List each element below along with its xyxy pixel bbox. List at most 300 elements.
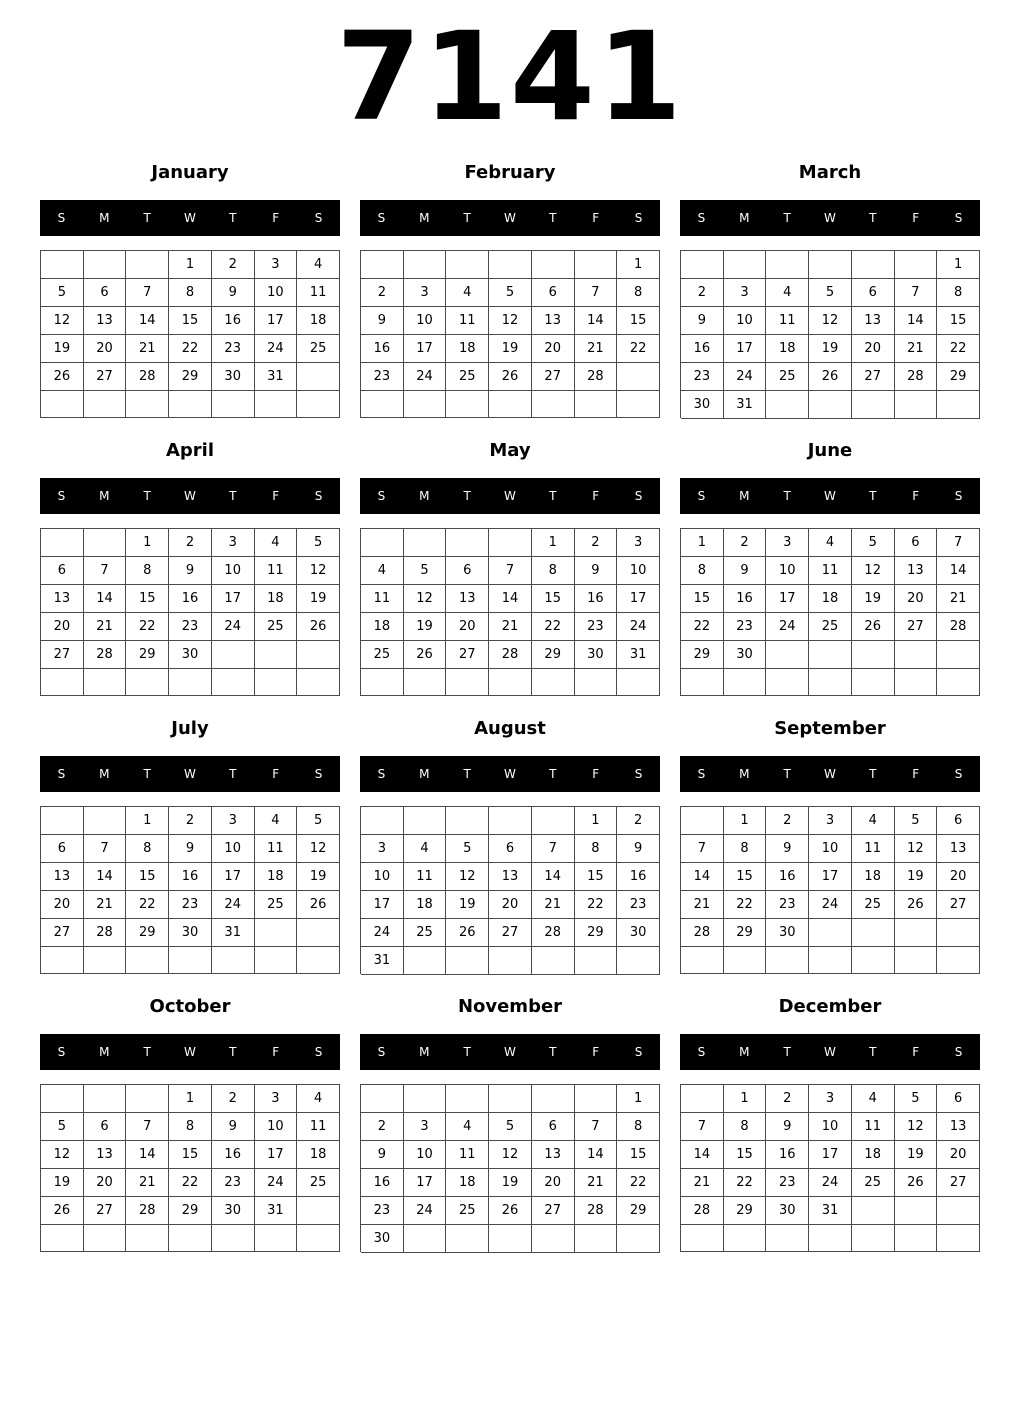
day-cell: 18	[766, 335, 809, 363]
day-cell: 16	[361, 1169, 404, 1197]
day-cell: 30	[212, 363, 255, 391]
day-cell: 21	[489, 613, 532, 641]
weekday-header: S	[697, 767, 706, 781]
day-cell: 1	[169, 1085, 212, 1113]
day-cell: 30	[766, 919, 809, 947]
day-cell: 27	[937, 891, 980, 919]
weekday-header-bar	[360, 478, 660, 514]
day-cell: 13	[446, 585, 489, 613]
day-cell: 9	[169, 835, 212, 863]
day-cell: 12	[297, 835, 340, 863]
day-cell: 29	[532, 641, 575, 669]
weekday-header: S	[697, 1045, 706, 1059]
weekday-header-bar	[680, 756, 980, 792]
day-cell: 20	[41, 613, 84, 641]
day-cell: 22	[532, 613, 575, 641]
day-cell: 4	[446, 279, 489, 307]
empty-cell	[361, 1085, 404, 1113]
empty-cell	[84, 1225, 127, 1252]
day-cell: 6	[84, 1113, 127, 1141]
empty-cell	[532, 669, 575, 696]
day-cell: 26	[895, 1169, 938, 1197]
weekday-header-bar	[40, 478, 340, 514]
day-cell: 27	[84, 1197, 127, 1225]
day-cell: 26	[489, 1197, 532, 1225]
day-cell: 22	[617, 1169, 660, 1197]
empty-cell	[41, 391, 84, 418]
day-cell: 2	[575, 529, 618, 557]
weekday-header: S	[314, 489, 323, 503]
day-cell: 6	[895, 529, 938, 557]
weekday-header: F	[592, 211, 600, 225]
day-cell: 7	[681, 835, 724, 863]
empty-cell	[489, 251, 532, 279]
weekday-header-bar	[360, 200, 660, 236]
empty-cell	[489, 807, 532, 835]
weekday-header: S	[634, 211, 643, 225]
day-cell: 14	[681, 1141, 724, 1169]
day-cell: 11	[297, 1113, 340, 1141]
day-cell: 24	[404, 363, 447, 391]
empty-cell	[937, 919, 980, 947]
day-cell: 17	[617, 585, 660, 613]
day-cell: 15	[532, 585, 575, 613]
empty-cell	[852, 919, 895, 947]
day-cell: 23	[361, 363, 404, 391]
weekday-header: M	[419, 489, 430, 503]
empty-cell	[126, 669, 169, 696]
day-cell: 11	[446, 307, 489, 335]
empty-cell	[532, 947, 575, 975]
day-cell: 12	[489, 1141, 532, 1169]
day-cell: 1	[532, 529, 575, 557]
empty-cell	[41, 807, 84, 835]
day-cell: 4	[809, 529, 852, 557]
weekday-header: T	[463, 211, 471, 225]
day-cell: 4	[297, 1085, 340, 1113]
day-cell: 24	[212, 613, 255, 641]
day-cell: 29	[126, 919, 169, 947]
empty-cell	[617, 947, 660, 975]
weekday-header: T	[869, 767, 877, 781]
day-cell: 19	[489, 335, 532, 363]
empty-cell	[809, 1225, 852, 1252]
weekday-header: F	[272, 211, 280, 225]
month-name: April	[165, 440, 215, 461]
day-cell: 20	[852, 335, 895, 363]
day-cell: 27	[852, 363, 895, 391]
day-grid	[360, 250, 660, 418]
weekday-header: T	[229, 211, 237, 225]
day-cell: 11	[766, 307, 809, 335]
empty-cell	[681, 251, 724, 279]
day-cell: 31	[617, 641, 660, 669]
empty-cell	[41, 1225, 84, 1252]
weekday-header: S	[954, 211, 963, 225]
day-cell: 12	[404, 585, 447, 613]
day-cell: 29	[724, 919, 767, 947]
day-cell: 17	[212, 863, 255, 891]
empty-cell	[297, 947, 340, 974]
day-cell: 17	[724, 335, 767, 363]
weekday-header: W	[184, 1045, 196, 1059]
weekday-header: W	[504, 211, 516, 225]
day-cell: 25	[255, 891, 298, 919]
weekday-header: T	[229, 489, 237, 503]
empty-cell	[575, 1085, 618, 1113]
day-cell: 9	[361, 1141, 404, 1169]
month-name: July	[171, 718, 209, 739]
empty-cell	[404, 529, 447, 557]
empty-cell	[404, 251, 447, 279]
weekday-header: F	[592, 489, 600, 503]
day-cell: 23	[212, 335, 255, 363]
day-cell: 19	[895, 863, 938, 891]
day-cell: 5	[489, 279, 532, 307]
weekday-header-bar	[40, 756, 340, 792]
weekday-header: T	[143, 767, 151, 781]
day-cell: 1	[681, 529, 724, 557]
day-cell: 31	[361, 947, 404, 975]
day-cell: 23	[169, 613, 212, 641]
day-cell: 8	[126, 557, 169, 585]
day-cell: 30	[617, 919, 660, 947]
day-cell: 17	[404, 335, 447, 363]
day-cell: 24	[212, 891, 255, 919]
day-cell: 13	[84, 307, 127, 335]
empty-cell	[41, 529, 84, 557]
day-cell: 21	[126, 1169, 169, 1197]
day-cell: 31	[255, 1197, 298, 1225]
day-cell: 26	[809, 363, 852, 391]
day-cell: 14	[489, 585, 532, 613]
day-cell: 8	[532, 557, 575, 585]
day-cell: 27	[532, 363, 575, 391]
empty-cell	[255, 641, 298, 669]
empty-cell	[681, 1225, 724, 1252]
day-cell: 25	[766, 363, 809, 391]
day-grid	[680, 528, 980, 696]
day-cell: 10	[809, 1113, 852, 1141]
day-cell: 7	[575, 279, 618, 307]
day-cell: 12	[489, 307, 532, 335]
day-cell: 4	[446, 1113, 489, 1141]
day-cell: 21	[681, 891, 724, 919]
day-cell: 29	[126, 641, 169, 669]
day-cell: 27	[489, 919, 532, 947]
day-cell: 30	[169, 641, 212, 669]
weekday-header: T	[143, 1045, 151, 1059]
day-cell: 14	[895, 307, 938, 335]
empty-cell	[404, 1085, 447, 1113]
day-cell: 18	[297, 1141, 340, 1169]
day-cell: 25	[404, 919, 447, 947]
day-cell: 24	[724, 363, 767, 391]
day-cell: 30	[724, 641, 767, 669]
empty-cell	[724, 1225, 767, 1252]
day-cell: 11	[446, 1141, 489, 1169]
day-cell: 15	[617, 1141, 660, 1169]
empty-cell	[404, 1225, 447, 1253]
day-cell: 7	[895, 279, 938, 307]
empty-cell	[404, 391, 447, 418]
day-cell: 13	[489, 863, 532, 891]
empty-cell	[297, 363, 340, 391]
day-cell: 17	[404, 1169, 447, 1197]
empty-cell	[852, 641, 895, 669]
weekday-header: M	[739, 1045, 750, 1059]
empty-cell	[255, 947, 298, 974]
day-cell: 18	[852, 863, 895, 891]
weekday-header: T	[783, 211, 791, 225]
empty-cell	[212, 947, 255, 974]
empty-cell	[532, 251, 575, 279]
empty-cell	[446, 1225, 489, 1253]
day-cell: 20	[446, 613, 489, 641]
day-cell: 20	[84, 1169, 127, 1197]
empty-cell	[446, 1085, 489, 1113]
weekday-header: S	[57, 767, 66, 781]
empty-cell	[84, 807, 127, 835]
weekday-header: F	[272, 489, 280, 503]
day-cell: 8	[724, 835, 767, 863]
day-cell: 18	[404, 891, 447, 919]
day-cell: 17	[809, 1141, 852, 1169]
empty-cell	[724, 251, 767, 279]
weekday-header: S	[314, 767, 323, 781]
day-cell: 16	[212, 1141, 255, 1169]
day-cell: 8	[169, 1113, 212, 1141]
day-cell: 28	[575, 1197, 618, 1225]
day-cell: 19	[404, 613, 447, 641]
day-cell: 2	[724, 529, 767, 557]
day-cell: 4	[361, 557, 404, 585]
day-cell: 5	[809, 279, 852, 307]
day-cell: 15	[937, 307, 980, 335]
day-cell: 19	[41, 1169, 84, 1197]
day-cell: 11	[852, 835, 895, 863]
empty-cell	[297, 669, 340, 696]
empty-cell	[212, 1225, 255, 1252]
empty-cell	[446, 947, 489, 975]
weekday-header-bar	[680, 200, 980, 236]
empty-cell	[489, 669, 532, 696]
day-cell: 17	[809, 863, 852, 891]
day-cell: 5	[41, 279, 84, 307]
day-cell: 3	[361, 835, 404, 863]
day-cell: 10	[255, 1113, 298, 1141]
weekday-header: T	[869, 1045, 877, 1059]
day-cell: 27	[446, 641, 489, 669]
empty-cell	[297, 1197, 340, 1225]
weekday-header: S	[697, 489, 706, 503]
weekday-header: T	[869, 211, 877, 225]
day-cell: 30	[169, 919, 212, 947]
day-cell: 6	[84, 279, 127, 307]
empty-cell	[937, 947, 980, 974]
day-cell: 19	[297, 585, 340, 613]
month-name: May	[489, 440, 531, 461]
empty-cell	[84, 391, 127, 418]
empty-cell	[84, 669, 127, 696]
day-cell: 16	[169, 585, 212, 613]
empty-cell	[895, 669, 938, 696]
weekday-header-bar	[40, 1034, 340, 1070]
empty-cell	[575, 947, 618, 975]
empty-cell	[297, 391, 340, 418]
day-cell: 25	[852, 891, 895, 919]
empty-cell	[617, 669, 660, 696]
day-cell: 6	[532, 1113, 575, 1141]
empty-cell	[937, 391, 980, 419]
day-cell: 17	[361, 891, 404, 919]
empty-cell	[575, 251, 618, 279]
weekday-header: F	[912, 767, 920, 781]
empty-cell	[895, 947, 938, 974]
weekday-header: S	[314, 1045, 323, 1059]
day-cell: 2	[681, 279, 724, 307]
weekday-header: M	[419, 211, 430, 225]
empty-cell	[489, 529, 532, 557]
day-cell: 26	[489, 363, 532, 391]
day-cell: 25	[255, 613, 298, 641]
day-cell: 4	[852, 1085, 895, 1113]
day-cell: 26	[297, 613, 340, 641]
day-cell: 26	[297, 891, 340, 919]
day-cell: 14	[532, 863, 575, 891]
day-cell: 3	[809, 1085, 852, 1113]
empty-cell	[169, 947, 212, 974]
weekday-header-bar	[680, 1034, 980, 1070]
day-cell: 20	[532, 335, 575, 363]
day-cell: 24	[404, 1197, 447, 1225]
day-cell: 28	[895, 363, 938, 391]
day-cell: 29	[169, 1197, 212, 1225]
day-cell: 21	[681, 1169, 724, 1197]
day-cell: 9	[575, 557, 618, 585]
empty-cell	[766, 251, 809, 279]
day-cell: 25	[446, 1197, 489, 1225]
day-grid	[360, 1084, 660, 1252]
weekday-header: S	[634, 1045, 643, 1059]
empty-cell	[404, 947, 447, 975]
day-cell: 25	[297, 1169, 340, 1197]
weekday-header: F	[272, 1045, 280, 1059]
empty-cell	[84, 251, 127, 279]
day-cell: 3	[766, 529, 809, 557]
empty-cell	[212, 641, 255, 669]
empty-cell	[766, 391, 809, 419]
empty-cell	[809, 669, 852, 696]
day-cell: 14	[84, 585, 127, 613]
weekday-header: W	[504, 767, 516, 781]
day-cell: 11	[255, 557, 298, 585]
empty-cell	[532, 391, 575, 418]
weekday-header: M	[739, 211, 750, 225]
weekday-header: T	[783, 1045, 791, 1059]
weekday-header: F	[912, 1045, 920, 1059]
month-name: February	[464, 162, 556, 183]
empty-cell	[852, 1225, 895, 1252]
weekday-header: F	[592, 767, 600, 781]
day-cell: 4	[404, 835, 447, 863]
day-cell: 19	[895, 1141, 938, 1169]
day-cell: 25	[809, 613, 852, 641]
day-cell: 11	[361, 585, 404, 613]
month-name: October	[149, 996, 231, 1017]
weekday-header: F	[912, 489, 920, 503]
day-cell: 26	[41, 1197, 84, 1225]
day-cell: 10	[404, 1141, 447, 1169]
day-cell: 15	[724, 863, 767, 891]
day-cell: 15	[126, 863, 169, 891]
empty-cell	[852, 251, 895, 279]
day-cell: 2	[212, 251, 255, 279]
empty-cell	[895, 641, 938, 669]
day-cell: 3	[212, 529, 255, 557]
day-cell: 23	[575, 613, 618, 641]
day-cell: 16	[766, 863, 809, 891]
day-cell: 23	[212, 1169, 255, 1197]
day-cell: 20	[532, 1169, 575, 1197]
weekday-header: W	[824, 489, 836, 503]
weekday-header: M	[739, 767, 750, 781]
day-cell: 29	[937, 363, 980, 391]
day-cell: 6	[852, 279, 895, 307]
month-name: August	[474, 718, 546, 739]
weekday-header: T	[549, 489, 557, 503]
day-cell: 19	[446, 891, 489, 919]
day-cell: 6	[937, 1085, 980, 1113]
day-cell: 14	[681, 863, 724, 891]
day-cell: 7	[489, 557, 532, 585]
day-cell: 9	[681, 307, 724, 335]
day-cell: 16	[617, 863, 660, 891]
day-cell: 23	[724, 613, 767, 641]
weekday-header: S	[377, 1045, 386, 1059]
day-cell: 4	[297, 251, 340, 279]
empty-cell	[724, 669, 767, 696]
day-cell: 5	[297, 807, 340, 835]
day-cell: 24	[255, 335, 298, 363]
day-cell: 6	[41, 835, 84, 863]
day-cell: 13	[84, 1141, 127, 1169]
day-cell: 20	[489, 891, 532, 919]
empty-cell	[212, 391, 255, 418]
day-cell: 3	[255, 1085, 298, 1113]
day-grid	[40, 806, 340, 974]
day-cell: 25	[297, 335, 340, 363]
weekday-header: F	[912, 211, 920, 225]
day-cell: 21	[937, 585, 980, 613]
day-cell: 18	[255, 585, 298, 613]
day-cell: 29	[169, 363, 212, 391]
day-cell: 31	[809, 1197, 852, 1225]
day-cell: 31	[212, 919, 255, 947]
weekday-header: W	[824, 767, 836, 781]
day-cell: 22	[617, 335, 660, 363]
day-grid	[360, 806, 660, 974]
month-name: January	[151, 162, 229, 183]
weekday-header: S	[954, 1045, 963, 1059]
month-name: March	[798, 162, 862, 183]
day-cell: 8	[126, 835, 169, 863]
day-cell: 10	[404, 307, 447, 335]
empty-cell	[361, 529, 404, 557]
day-cell: 18	[361, 613, 404, 641]
day-cell: 28	[532, 919, 575, 947]
day-cell: 9	[724, 557, 767, 585]
